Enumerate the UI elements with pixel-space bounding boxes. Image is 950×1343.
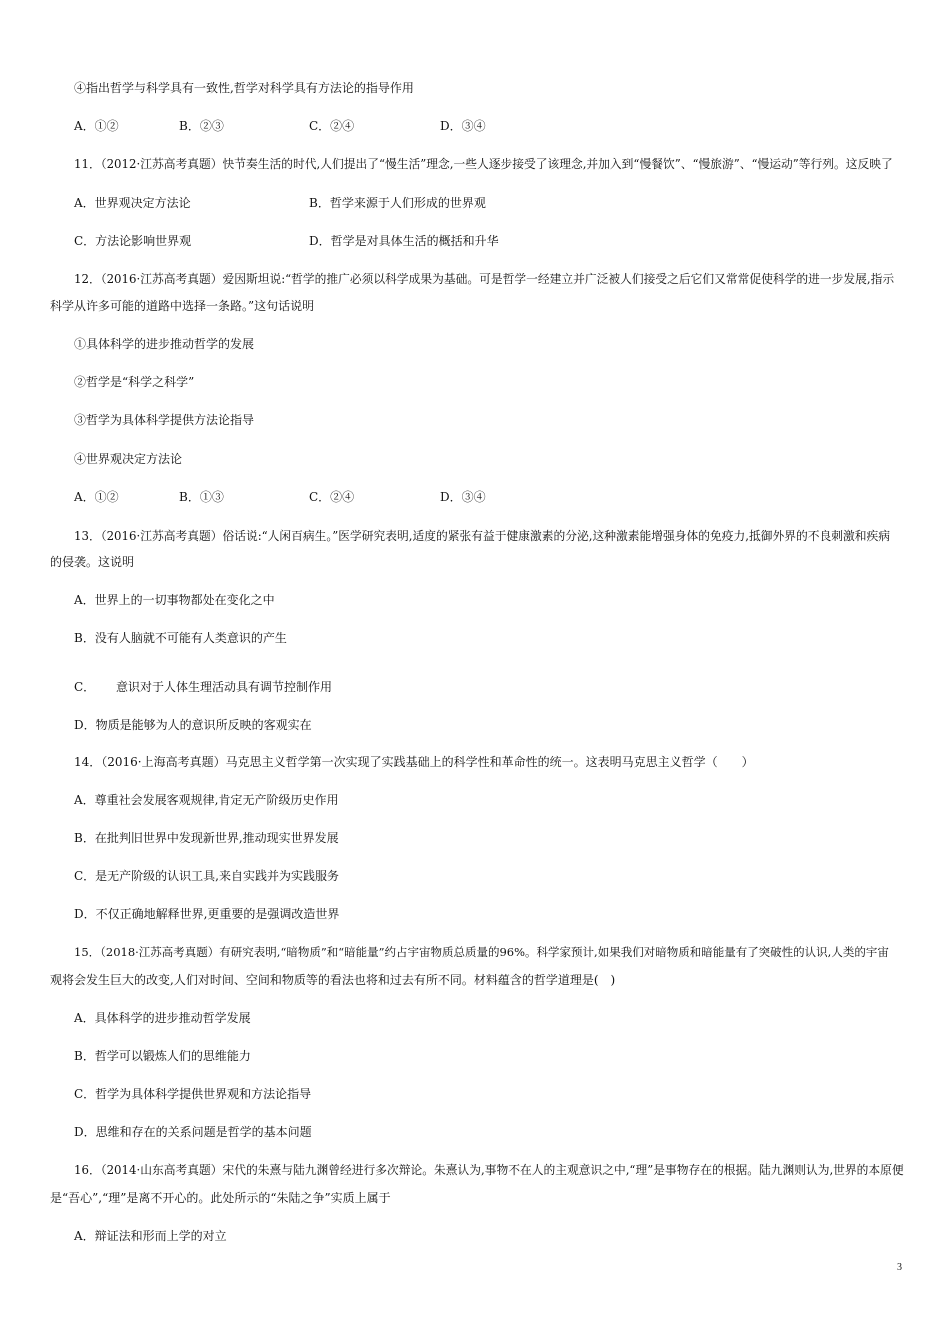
q12-option-c[interactable]: C．②④ <box>309 490 355 504</box>
q13-stem-line1: 13．（2016·江苏高考真题）俗话说:“人闲百病生。”医学研究表明,适度的紧张有益于健康激素的分泌,这种激素能增强身体的免疫力,抵御外界的不良刺激和疾病 <box>74 529 891 543</box>
q13-option-c-letter[interactable]: C． <box>74 680 96 694</box>
q12-option-a[interactable]: A．①② <box>74 490 119 504</box>
q12-stem-line2: 科学从许多可能的道路中选择一条路。”这句话说明 <box>50 299 315 313</box>
q14-option-b[interactable]: B．在批判旧世界中发现新世界,推动现实世界发展 <box>74 831 339 845</box>
q15-stem-line2: 观将会发生巨大的改变,人们对时间、空间和物质等的看法也将和过去有所不同。材料蕴含的哲学道理是( ) <box>50 973 616 987</box>
q13-option-d[interactable]: D．物质是能够为人的意识所反映的客观实在 <box>74 718 312 732</box>
q14-stem: 14．（2016·上海高考真题）马克思主义哲学第一次实现了实践基础上的科学性和革命性的统一。这表明马克思主义哲学（ ） <box>74 755 754 769</box>
q12-stem-line1: 12．（2016·江苏高考真题）爱因斯坦说:“哲学的推广必须以科学成果为基础。可是哲学一经建立并广泛被人们接受之后它们又常常促使科学的进一步发展,指示 <box>74 272 895 286</box>
q11-stem: 11．（2012·江苏高考真题）快节奏生活的时代,人们提出了“慢生活”理念,一些人逐步接受了该理念,并加入到“慢餐饮”、“慢旅游”、“慢运动”等行列。这反映了 <box>74 157 893 171</box>
q10-option-b[interactable]: B．②③ <box>179 119 224 133</box>
q12-option-b[interactable]: B．①③ <box>179 490 224 504</box>
q16-stem-line1: 16．（2014·山东高考真题）宋代的朱熹与陆九渊曾经进行多次辩论。朱熹认为,事物不在人的主观意识之中,“理”是事物存在的根据。陆九渊则认为,世界的本原便 <box>74 1163 904 1177</box>
q15-option-c[interactable]: C．哲学为具体科学提供世界观和方法论指导 <box>74 1087 312 1101</box>
q16-option-a[interactable]: A．辩证法和形而上学的对立 <box>74 1229 227 1243</box>
q12-statement-4: ④世界观决定方法论 <box>74 452 183 466</box>
q13-stem-line2: 的侵袭。这说明 <box>50 555 135 569</box>
q12-option-d[interactable]: D．③④ <box>440 490 486 504</box>
q11-option-a[interactable]: A．世界观决定方法论 <box>74 196 191 210</box>
q13-option-b[interactable]: B．没有人脑就不可能有人类意识的产生 <box>74 631 287 645</box>
q15-stem-line1: 15．（2018·江苏高考真题）有研究表明,“暗物质”和“暗能量”约占宇宙物质总质量的96%。科学家预计,如果我们对暗物质和暗能量有了突破性的认识,人类的宇宙 <box>74 945 889 959</box>
q11-option-b[interactable]: B．哲学来源于人们形成的世界观 <box>309 196 486 210</box>
q15-option-a[interactable]: A．具体科学的进步推动哲学发展 <box>74 1011 251 1025</box>
q12-statement-1: ①具体科学的进步推动哲学的发展 <box>74 337 255 351</box>
q11-option-d[interactable]: D．哲学是对具体生活的概括和升华 <box>309 234 499 248</box>
q14-option-c[interactable]: C．是无产阶级的认识工具,来自实践并为实践服务 <box>74 869 339 883</box>
q14-option-a[interactable]: A．尊重社会发展客观规律,肯定无产阶级历史作用 <box>74 793 339 807</box>
q13-option-a[interactable]: A．世界上的一切事物都处在变化之中 <box>74 593 275 607</box>
q15-option-b[interactable]: B．哲学可以锻炼人们的思维能力 <box>74 1049 251 1063</box>
q12-statement-3: ③哲学为具体科学提供方法论指导 <box>74 413 255 427</box>
q10-statement-4: ④指出哲学与科学具有一致性,哲学对科学具有方法论的指导作用 <box>74 81 414 95</box>
q10-option-d[interactable]: D．③④ <box>440 119 486 133</box>
q15-option-d[interactable]: D．思维和存在的关系问题是哲学的基本问题 <box>74 1125 312 1139</box>
q14-option-d[interactable]: D．不仅正确地解释世界,更重要的是强调改造世界 <box>74 907 340 921</box>
q10-option-c[interactable]: C．②④ <box>309 119 355 133</box>
q16-stem-line2: 是“吾心”,“理”是离不开心的。此处所示的“朱陆之争”实质上属于 <box>50 1191 391 1205</box>
q11-option-c[interactable]: C．方法论影响世界观 <box>74 234 192 248</box>
page-number: 3 <box>897 1262 902 1273</box>
q10-option-a[interactable]: A．①② <box>74 119 119 133</box>
q13-option-c-text[interactable]: 意识对于人体生理活动具有调节控制作用 <box>116 680 333 694</box>
q12-statement-2: ②哲学是“科学之科学” <box>74 375 195 389</box>
